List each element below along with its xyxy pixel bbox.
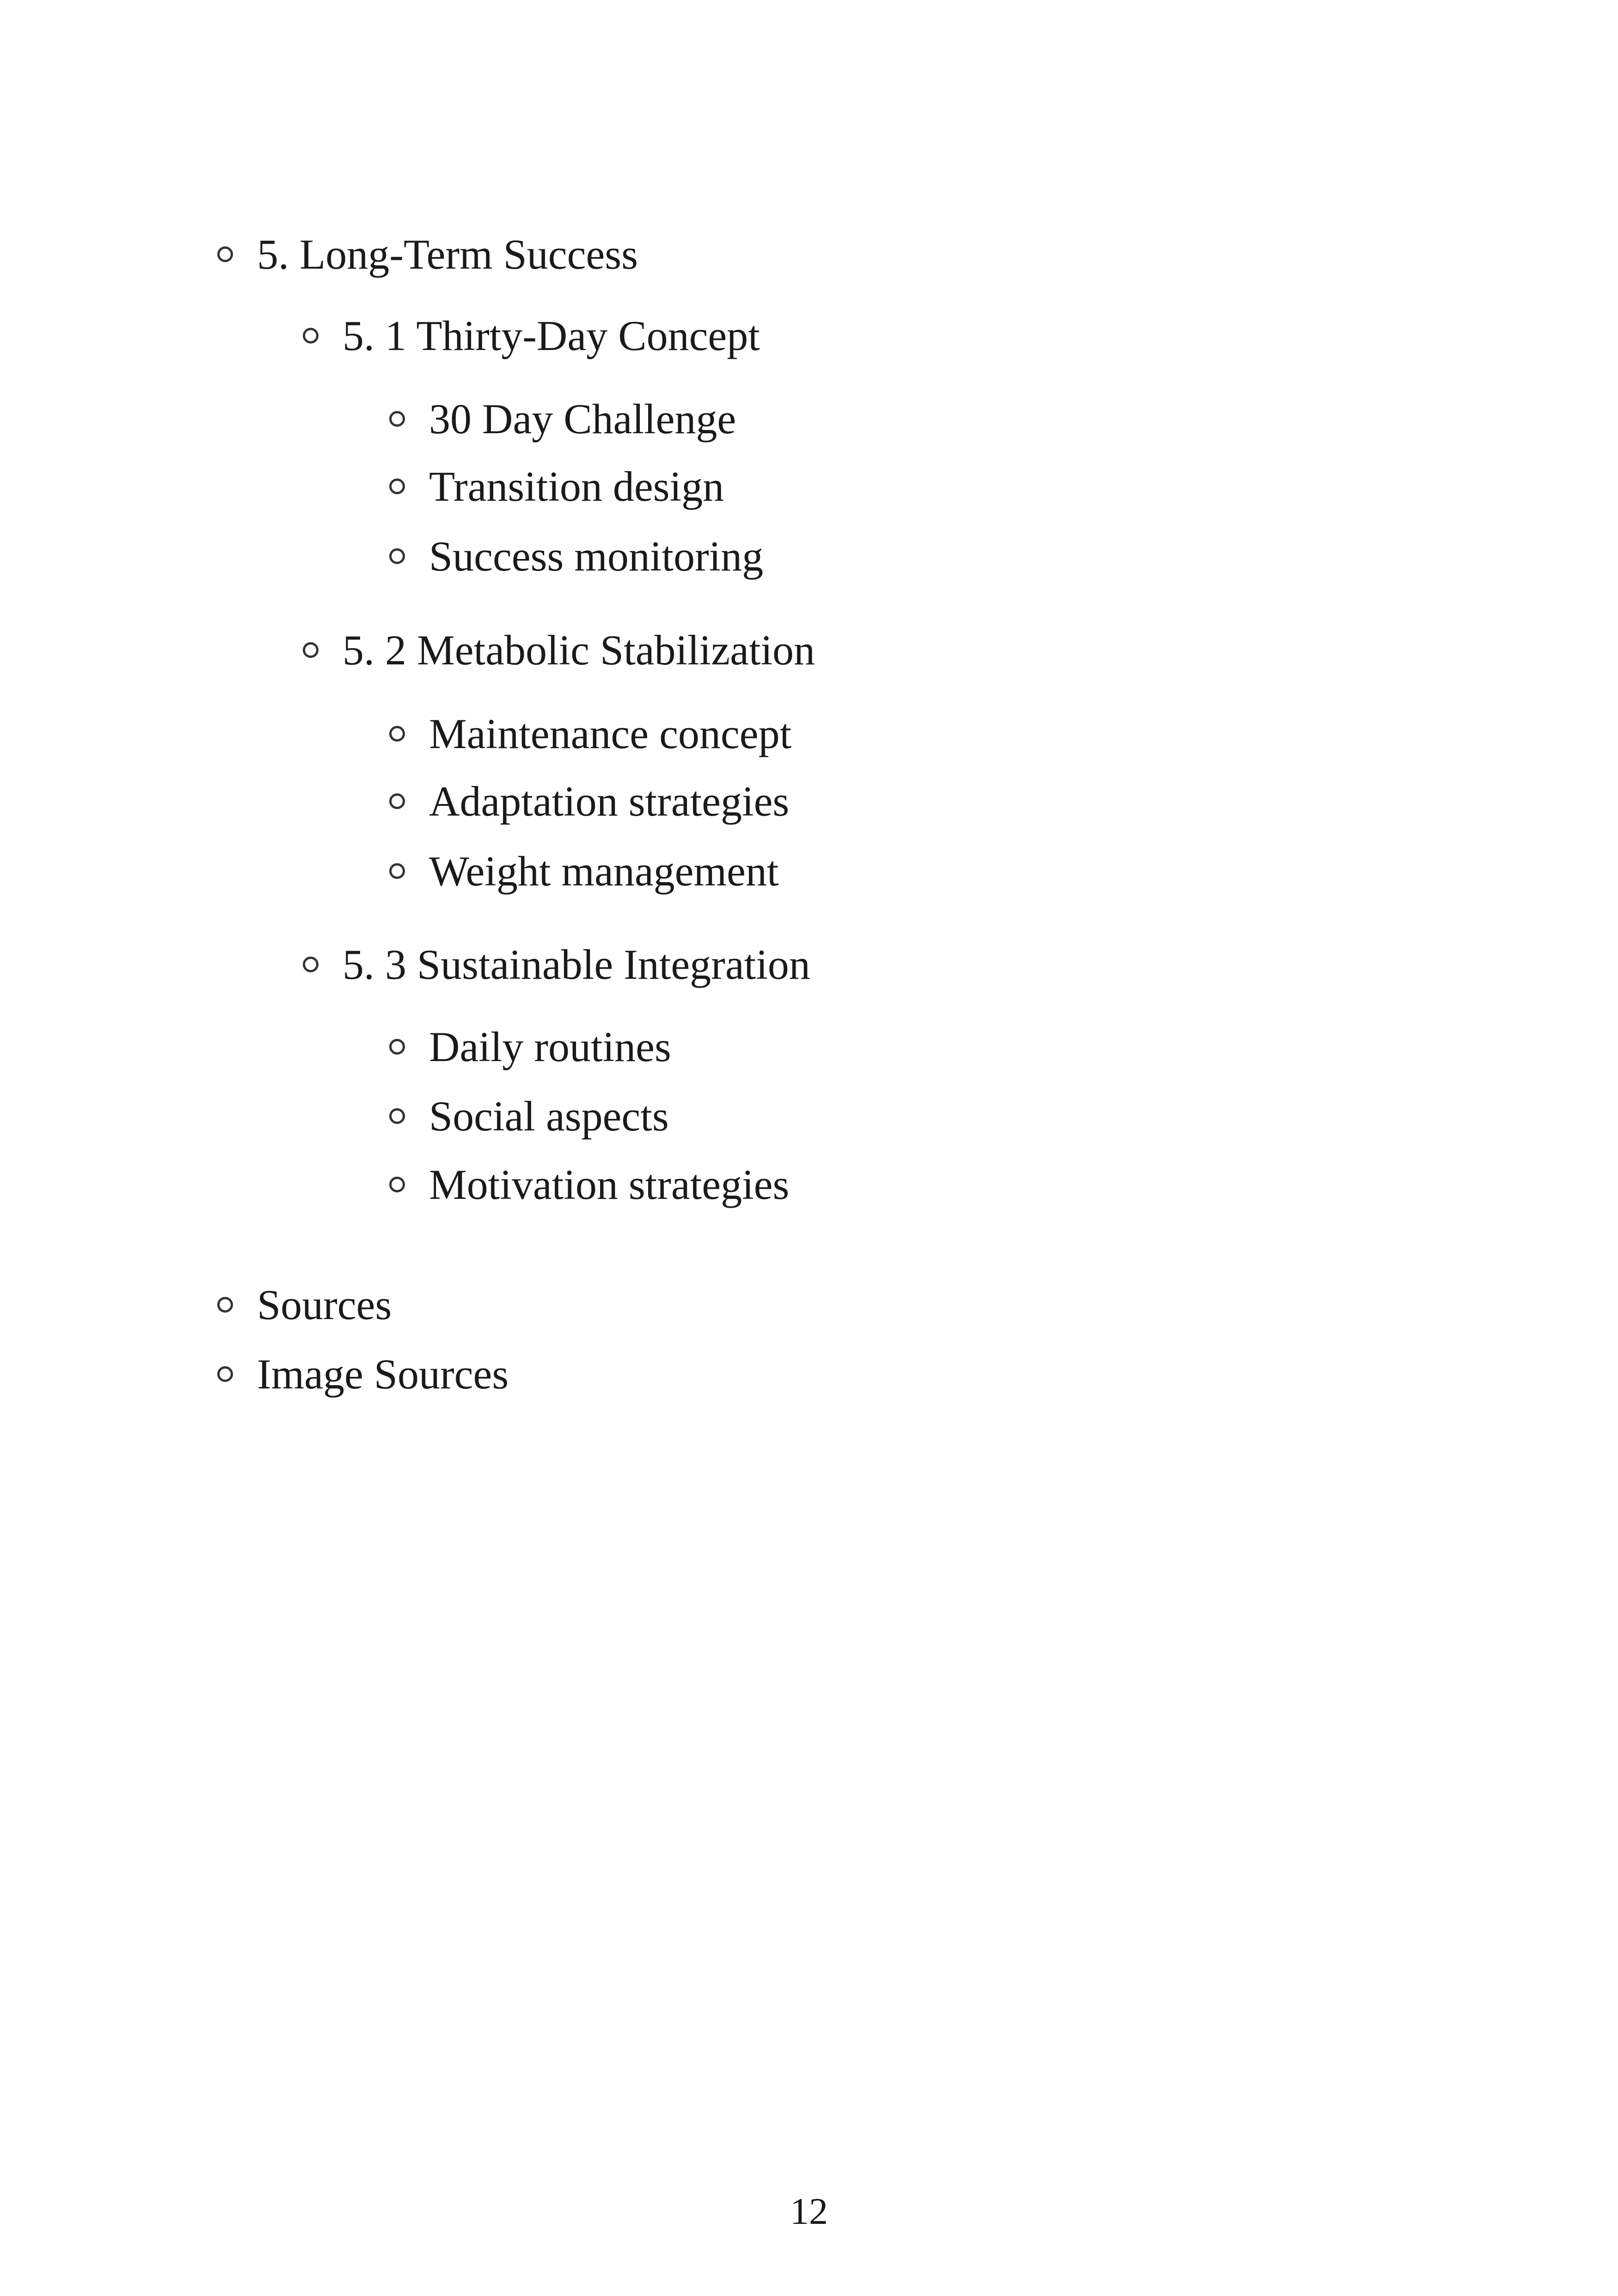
circle-bullet-icon <box>217 1366 233 1382</box>
circle-bullet-icon <box>389 479 405 494</box>
toc-item-long-term-success <box>217 233 638 276</box>
toc-item-label: 5. 2 Metabolic Stabilization <box>343 626 815 674</box>
toc-item-label: Motivation strategies <box>429 1161 790 1208</box>
toc-item-thirty-day-challenge <box>389 395 736 442</box>
toc-item-label: Maintenance concept <box>429 710 792 757</box>
toc-item-label: 30 Day Challenge <box>429 395 736 442</box>
toc-item-label: Success monitoring <box>429 533 764 580</box>
circle-bullet-icon <box>389 411 405 427</box>
toc-item-sustainable-integration <box>303 943 810 986</box>
toc-item-image-sources <box>217 1351 509 1398</box>
circle-bullet-icon <box>389 793 405 809</box>
page-number: 12 <box>790 2190 828 2232</box>
toc-item-weight-management <box>389 847 779 895</box>
toc-item-label: Image Sources <box>257 1351 509 1398</box>
toc-item-label: 5. Long-Term Success <box>257 231 638 278</box>
toc-item-label: 5. 1 Thirty-Day Concept <box>343 312 760 359</box>
toc-item-transition-design <box>389 465 724 508</box>
toc-item-label: Transition design <box>429 463 724 510</box>
toc-item-label: Sources <box>257 1281 392 1328</box>
circle-bullet-icon <box>303 642 319 658</box>
toc-item-label: Weight management <box>429 847 779 895</box>
toc-item-label: 5. 3 Sustainable Integration <box>343 941 810 988</box>
toc-item-sources <box>217 1283 392 1326</box>
toc-item-motivation-strategies <box>389 1163 789 1206</box>
circle-bullet-icon <box>389 548 405 564</box>
toc-item-daily-routines <box>389 1025 671 1068</box>
circle-bullet-icon <box>217 1297 233 1313</box>
toc-item-adaptation-strategies <box>389 780 789 823</box>
toc-item-label: Daily routines <box>429 1023 671 1070</box>
toc-item-label: Adaptation strategies <box>429 778 790 825</box>
toc-item-maintenance-concept <box>389 712 791 755</box>
circle-bullet-icon <box>389 1177 405 1192</box>
circle-bullet-icon <box>389 1039 405 1055</box>
toc-item-metabolic-stabilization <box>303 626 815 674</box>
toc-item-thirty-day-concept <box>303 314 760 357</box>
toc-item-label: Social aspects <box>429 1093 669 1140</box>
circle-bullet-icon <box>389 726 405 742</box>
circle-bullet-icon <box>389 863 405 879</box>
toc-item-success-monitoring <box>389 533 764 580</box>
circle-bullet-icon <box>303 957 319 972</box>
circle-bullet-icon <box>217 246 233 262</box>
circle-bullet-icon <box>389 1108 405 1124</box>
circle-bullet-icon <box>303 328 319 344</box>
toc-item-social-aspects <box>389 1093 669 1140</box>
